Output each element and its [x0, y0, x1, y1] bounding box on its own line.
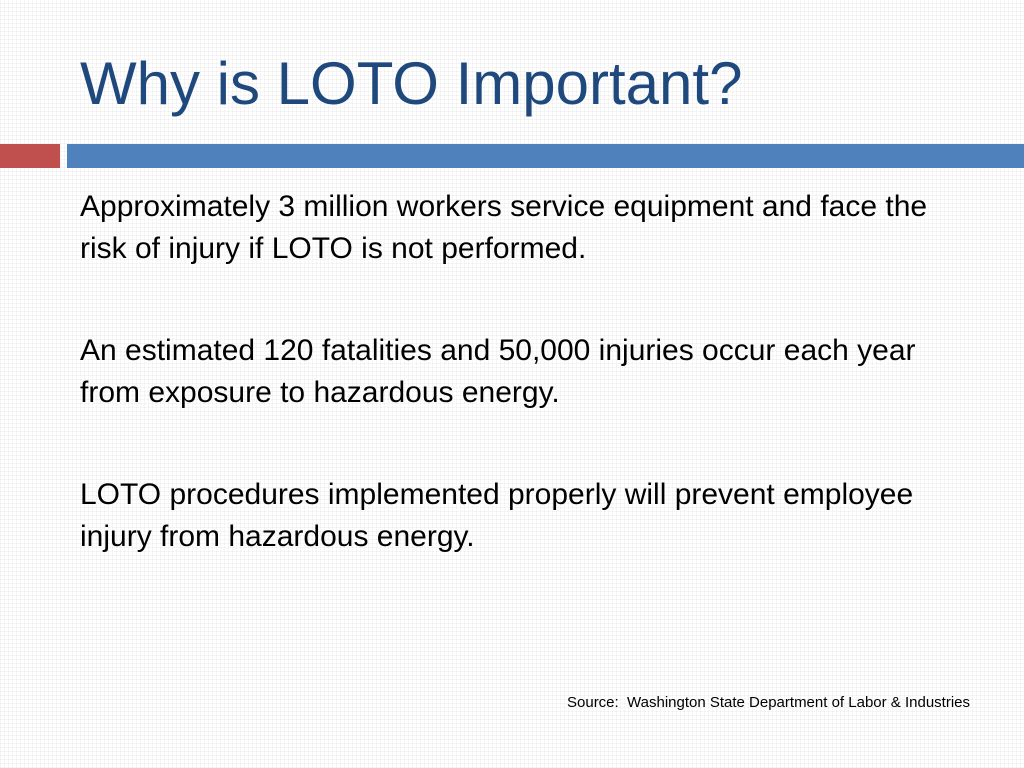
slide-title: Why is LOTO Important?: [80, 50, 743, 117]
body-paragraph: Approximately 3 million workers service equipment and face the risk of injury if LOTO is not performed.: [80, 190, 928, 265]
accent-bar-red: [0, 144, 60, 168]
body-paragraph: LOTO procedures implemented properly will prevent employee injury from hazardous energy.: [80, 478, 914, 553]
source-citation: Source: Washington State Department of Labor & Industries: [567, 694, 970, 711]
slide-body: [80, 186, 980, 618]
accent-bar-blue: [67, 144, 1024, 168]
body-paragraph: An estimated 120 fatalities and 50,000 injuries occur each year from exposure to hazardous energy.: [80, 334, 916, 409]
